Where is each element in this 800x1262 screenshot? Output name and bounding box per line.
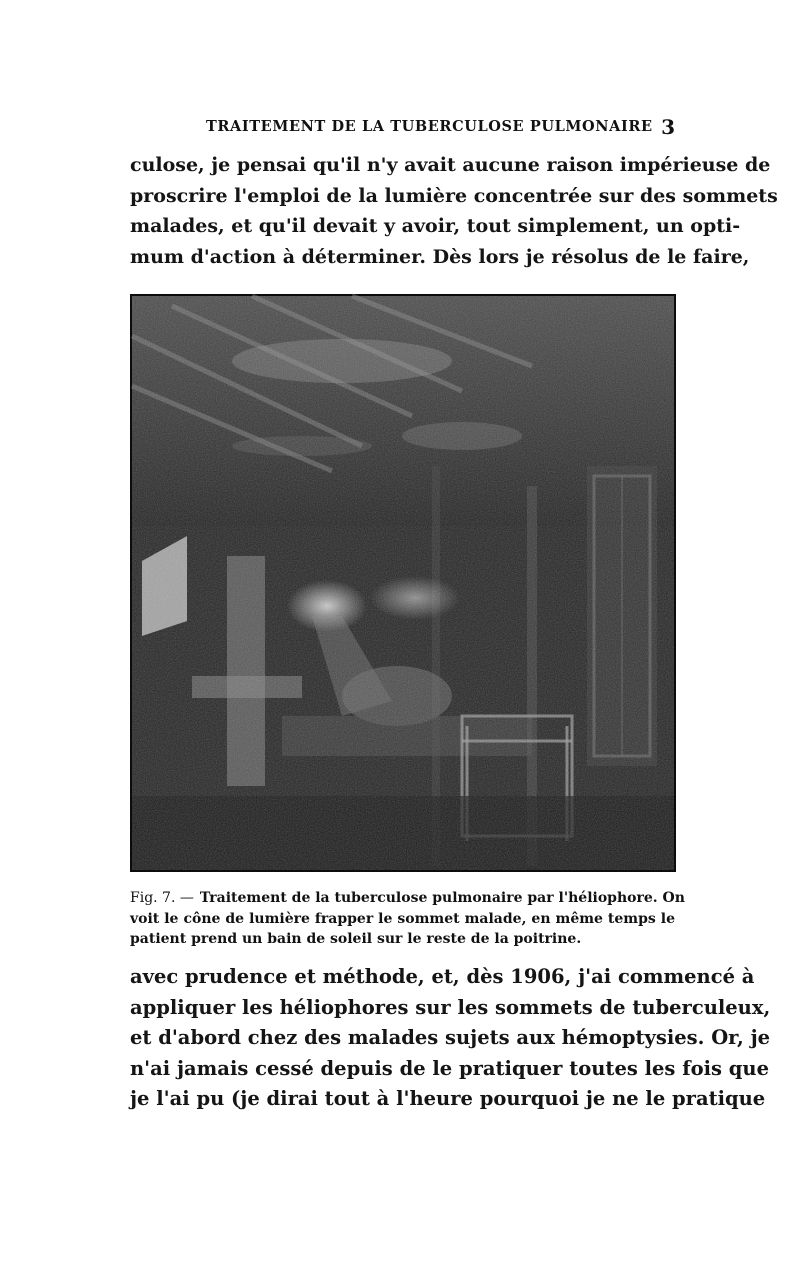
caption-line: Traitement de la tuberculose pulmonaire par l'héliophore. On [199,890,685,906]
bottom-paragraph [130,962,771,1115]
text-line: je l'ai pu (je dirai tout à l'heure pourquoi je ne le pratique [130,1087,766,1110]
page-number: 3 [661,115,675,139]
figure-label: Fig. 7. — [130,890,194,906]
figure-caption [130,888,685,950]
text-line: n'ai jamais cessé depuis de le pratiquer toutes les fois que [130,1056,769,1080]
caption-line: voit le cône de lumière frapper le sommet malade, en même temps le [130,910,675,927]
running-head [130,116,675,140]
text-line: avec prudence et méthode, et, dès 1906, j'ai commencé à [130,965,755,988]
top-paragraph [130,150,778,272]
caption-line: patient prend un bain de soleil sur le reste de la poitrine. [130,931,582,947]
text-line: malades, et qu'il devait y avoir, tout simplement, un opti- [130,215,741,237]
text-line: mum d'action à déterminer. Dès lors je résolus de le faire, [130,245,750,268]
photograph-image [132,296,674,870]
running-title: TRAITEMENT DE LA TUBERCULOSE PULMONAIRE [206,118,653,135]
heliophore-photograph [130,294,676,872]
text-line: et d'abord chez des malades sujets aux hémoptysies. Or, je [130,1026,771,1049]
text-line: appliquer les héliophores sur les sommets de tuberculeux, [130,995,771,1019]
text-line: culose, je pensai qu'il n'y avait aucune raison impérieuse de [130,154,771,176]
text-line: proscrire l'emploi de la lumière concentrée sur des sommets [130,184,778,207]
